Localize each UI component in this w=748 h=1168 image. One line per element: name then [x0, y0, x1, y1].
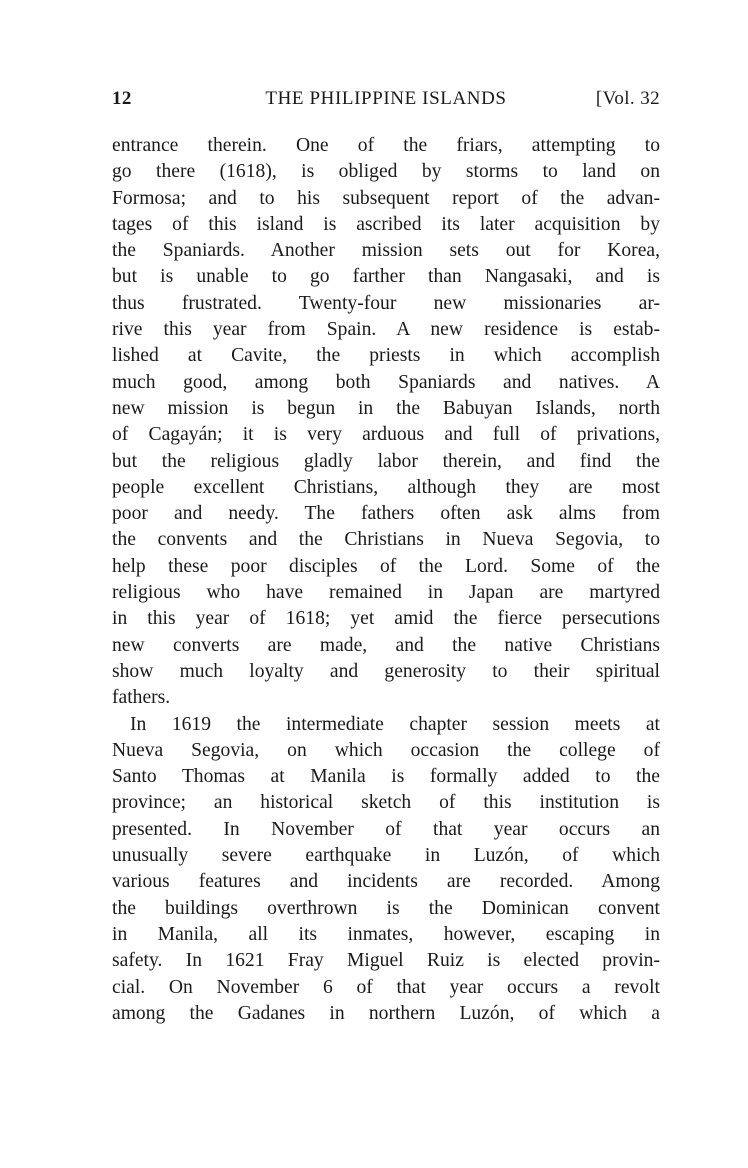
text-line: go there (1618), is obliged by storms to land on — [112, 161, 660, 183]
text-line: In 1619 the intermediate chapter session meets at — [130, 713, 660, 735]
text-line: Santo Thomas at Manila is formally added to the — [112, 766, 660, 788]
text-line: in this year of 1618; yet amid the fierce persecutions — [112, 608, 660, 630]
running-head — [112, 88, 660, 114]
text-line: rive this year from Spain. A new residence is estab- — [112, 319, 660, 341]
text-line: thus frustrated. Twenty-four new missionaries ar- — [112, 292, 660, 314]
text-line: people excellent Christians, although they are most — [112, 476, 660, 498]
text-line: entrance therein. One of the friars, attempting to — [112, 135, 660, 156]
text-line: Formosa; and to his subsequent report of the advan- — [112, 187, 660, 209]
volume-marker: [Vol. 32 — [595, 88, 660, 109]
text-line: but the religious gladly labor therein, and find the — [112, 450, 660, 472]
text-line: the Spaniards. Another mission sets out for Korea, — [112, 240, 660, 262]
text-line: much good, among both Spaniards and natives. A — [112, 371, 660, 393]
text-line: presented. In November of that year occurs an — [112, 818, 660, 840]
text-line: the buildings overthrown is the Dominican convent — [112, 897, 660, 919]
text-line: poor and needy. The fathers often ask alms from — [112, 503, 660, 525]
text-line: religious who have remained in Japan are martyred — [112, 582, 660, 604]
text-line: tages of this island is ascribed its later acquisition by — [112, 213, 660, 235]
text-line: help these poor disciples of the Lord. Some of the — [112, 555, 660, 577]
text-line: various features and incidents are recorded. Among — [112, 871, 660, 893]
text-line: lished at Cavite, the priests in which accomplish — [112, 345, 660, 367]
text-line: Nueva Segovia, on which occasion the college of — [112, 739, 660, 761]
text-line: safety. In 1621 Fray Miguel Ruiz is elected provin- — [112, 950, 660, 972]
page-number: 12 — [112, 88, 132, 109]
text-line: unusually severe earthquake in Luzón, of which — [112, 845, 660, 867]
text-line: province; an historical sketch of this institution is — [112, 792, 660, 814]
text-line: of Cagayán; it is very arduous and full of privations, — [112, 424, 660, 446]
text-line: fathers. — [112, 687, 171, 709]
paragraph-2 — [112, 712, 660, 1028]
running-title: THE PHILIPPINE ISLANDS — [265, 88, 507, 109]
text-line: in Manila, all its inmates, however, escaping in — [112, 923, 660, 945]
text-line: among the Gadanes in northern Luzón, of which a — [112, 1002, 660, 1024]
body-text — [112, 133, 660, 1027]
paragraph-1 — [112, 133, 660, 712]
text-line: new mission is begun in the Babuyan Islands, north — [112, 397, 660, 419]
text-line: new converts are made, and the native Christians — [112, 634, 660, 656]
text-line: show much loyalty and generosity to their spiritual — [112, 660, 660, 682]
text-line: cial. On November 6 of that year occurs a revolt — [112, 976, 660, 998]
text-line: the convents and the Christians in Nueva Segovia, to — [112, 529, 660, 551]
text-line: but is unable to go farther than Nangasaki, and is — [112, 266, 660, 288]
